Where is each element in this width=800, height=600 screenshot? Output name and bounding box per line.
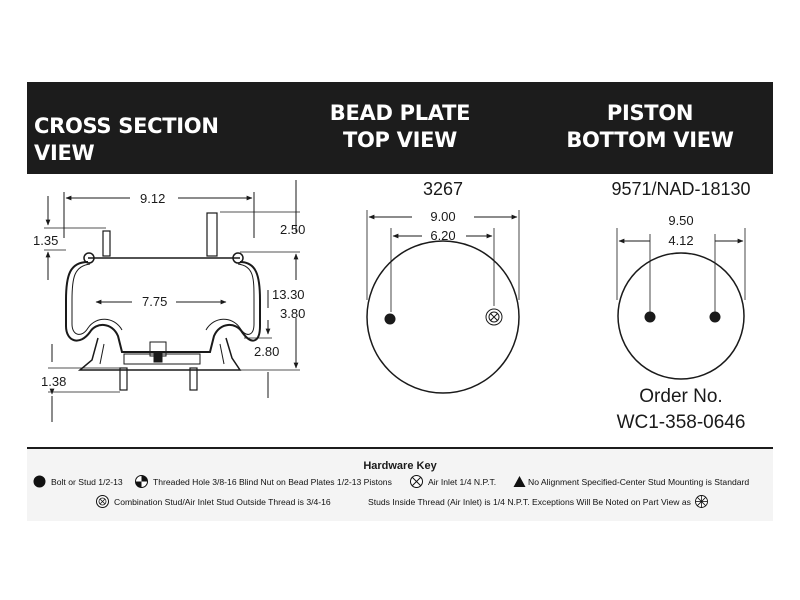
key-item-alignment (513, 475, 749, 488)
key-item-threaded-hole-text: Threaded Hole 3/8-16 Blind Nut on Bead Plates 1/2-13 Pistons (153, 476, 392, 487)
circle-x-icon (410, 475, 423, 488)
key-item-bolt (33, 475, 123, 488)
piston-inner-dim: 4.12 (668, 233, 694, 248)
piston-drawing (617, 228, 745, 379)
hardware-key-title: Hardware Key (363, 460, 437, 472)
dim-overall-width: 9.12 (140, 191, 166, 206)
bead-plate-inner-dim: 6.20 (430, 228, 456, 243)
piston-stud-right (710, 312, 721, 323)
piston-outer-dim: 9.50 (668, 213, 694, 228)
piston-title-line1: PISTON (606, 101, 694, 125)
bolt-hole-marker (385, 314, 396, 325)
bead-plate-title-line2: TOP VIEW (342, 128, 458, 152)
order-label: Order No. (639, 386, 723, 407)
piston-stud-left (645, 312, 656, 323)
dim-piston-height: 3.80 (280, 306, 306, 321)
combination-stud-icon (96, 495, 109, 508)
key-item-combination-stud (96, 495, 331, 508)
key-item-combination-stud-text: Combination Stud/Air Inlet Stud Outside Thread is 3/4-16 (114, 496, 331, 507)
dim-inner-width: 7.75 (142, 294, 168, 309)
key-item-threaded-hole (135, 475, 392, 488)
key-item-bolt-text: Bolt or Stud 1/2-13 (51, 476, 123, 487)
dim-lower-offset: 2.80 (254, 344, 280, 359)
dim-design-height: 13.30 (272, 287, 305, 302)
solid-dot-icon (33, 475, 46, 488)
triangle-icon (513, 475, 526, 488)
air-inlet-marker (486, 309, 502, 325)
cross-section-title: CROSS SECTION VIEW (34, 114, 219, 165)
key-item-studs-inside-thread-text: Studs Inside Thread (Air Inlet) is 1/4 N.P.T. Exceptions Will Be Noted on Part View as (368, 496, 691, 507)
bead-plate-part-number: 3267 (422, 179, 464, 199)
key-item-alignment-text: No Alignment Specified-Center Stud Mounting is Standard (528, 476, 750, 487)
starburst-icon (695, 495, 708, 508)
piston-title-line2: BOTTOM VIEW (566, 128, 734, 152)
dim-bottom-stud: 1.38 (41, 374, 67, 389)
bead-plate-outer-dim: 9.00 (430, 209, 456, 224)
key-item-air-inlet (410, 475, 496, 488)
half-filled-circle-icon (135, 475, 148, 488)
cross-section-drawing (44, 180, 300, 422)
order-number: WC1-358-0646 (616, 412, 746, 433)
bead-plate-title-line1: BEAD PLATE (329, 101, 471, 125)
key-item-air-inlet-text: Air Inlet 1/4 N.P.T. (428, 476, 497, 487)
piston-part-number: 9571/NAD-18130 (611, 179, 751, 199)
key-item-studs-inside-thread (368, 495, 708, 508)
dim-top-stud-height: 1.35 (33, 233, 59, 248)
dim-stud-offset: 2.50 (280, 222, 306, 237)
